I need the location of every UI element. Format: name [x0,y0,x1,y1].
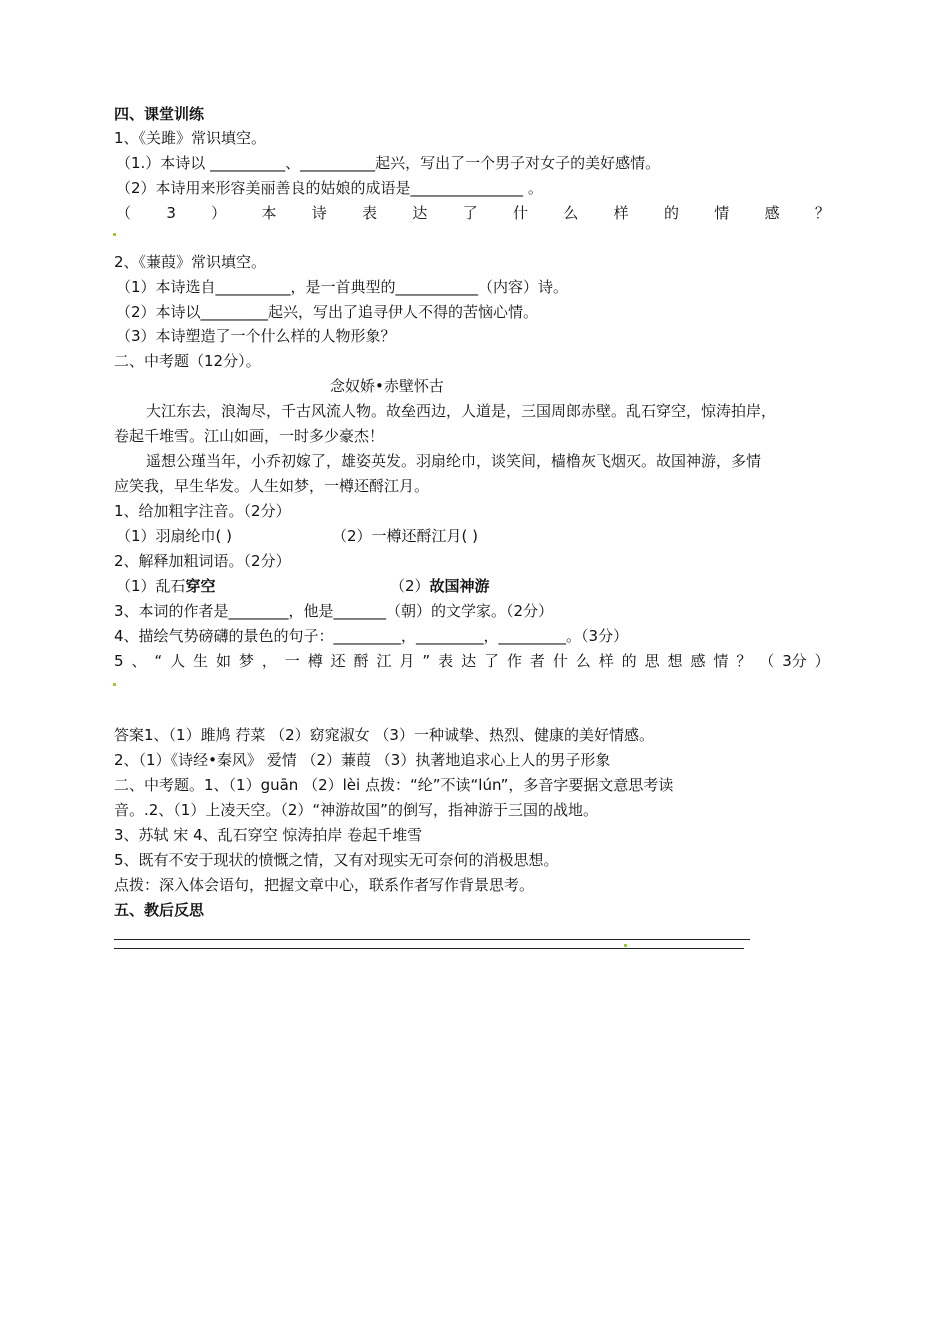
q1-item-3-char: ） [211,204,227,222]
exam-q1-title: 1、给加粗字注音。（2分） [114,502,291,520]
exam-q5-char: 酹 [353,652,369,670]
answer-line: 5、既有不安于现状的愤慨之情，又有对现实无可奈何的消极思想。 [114,851,559,869]
exam-q2-item-2-prefix: （2） [390,577,430,595]
mark-dot [113,233,116,236]
exam-q5-char: ） [814,652,830,670]
answer-line: 2、（1）《诗经•秦风》 爱情 （2）蒹葭 （3）执著地追求心上人的男子形象 [114,751,611,769]
exam-q5-char: 达 [461,652,477,670]
q1-item-1: （1.）本诗以 __________、__________起兴，写出了一个男子对女子的美好感情。 [116,154,661,172]
q2-item-1: （1）本诗选自__________，是一首典型的___________（内容）诗。 [116,278,569,296]
exam-q5-char: 想 [667,652,683,670]
q1-item-3-char: 的 [663,204,679,222]
exam-q5-char: 樽 [307,652,323,670]
exam-q2-item-1-prefix: （1）乱石 [116,577,186,595]
reflection-line [114,948,744,949]
q1-item-3-char: 了 [462,204,478,222]
q1-item-3-char: 情 [714,204,730,222]
exam-q5-char: 、 [131,652,147,670]
q1-item-3-char: 什 [513,204,529,222]
answer-line: 二、中考题。1、（1）guān （2）lèi 点拨：“纶”不读“lún”，多音字要据文意思考读 [114,776,674,794]
exam-q1-item-1: （1）羽扇纶巾( ) [116,527,233,545]
section4-heading: 四、课堂训练 [114,105,205,123]
q1-item-3-char: 3 [166,204,176,222]
exam-q2-title: 2、解释加粗词语。（2分） [114,552,291,570]
exam-q5-char: 人 [170,652,186,670]
q1-title: 1、《关雎》常识填空。 [114,129,267,147]
exam-q5-char: ， [261,652,277,670]
exam-q5-char: 了 [484,652,500,670]
q2-title: 2、《蒹葭》常识填空。 [114,253,267,271]
exam-q2-item-1 [116,576,216,596]
exam-q5-char: 样 [598,652,614,670]
exam-q5-char: 梦 [238,652,254,670]
q1-item-3-char: 表 [362,204,378,222]
q1-item-3-char: ？ [814,204,830,222]
exam-q1-item-2: （2）一樽还酹江月( ) [332,527,479,545]
exam-q5-char: 表 [438,652,454,670]
exam-q5-char: 者 [529,652,545,670]
poem-line: 应笑我，早生华发。人生如梦，一樽还酹江月。 [114,477,430,495]
exam-q2-item-2 [390,576,490,596]
poem-line: 卷起千堆雪。江山如画，一时多少豪杰！ [114,427,385,445]
poem-title: 念奴娇•赤壁怀古 [330,377,444,395]
exam-q5-char: 一 [284,652,300,670]
exam-q2-item-2-bold: 故国神游 [429,577,490,595]
exam-q5-char: 思 [644,652,660,670]
poem-line: 遥想公瑾当年，小乔初嫁了，雄姿英发。羽扇纶巾，谈笑间，樯橹灰飞烟灭。故国神游，多情 [146,452,762,470]
q1-item-3-char: （ [116,204,132,222]
exam-q5 [114,651,830,671]
mark-dot [113,683,116,686]
exam-q5-char: 的 [621,652,637,670]
q1-item-3-char: 感 [764,204,780,222]
exam-q5-char: 什 [552,652,568,670]
exam-q5-char: 3分 [782,652,807,670]
mark-dot [624,944,627,947]
exam-q5-char: 月 [399,652,415,670]
exam-q3: 3、本词的作者是________，他是_______（朝）的文学家。（2分） [114,602,554,620]
q1-item-3-char: 诗 [311,204,327,222]
answer-line: 点拨：深入体会语句，把握文章中心，联系作者写作背景思考。 [114,876,535,894]
exam-q5-char: 江 [376,652,392,670]
exam-q5-char: 情 [713,652,729,670]
exam-q5-char: 作 [506,652,522,670]
q1-item-3 [116,203,830,223]
exam-q5-char: “ [154,652,163,670]
exam-q5-char: 5 [114,652,124,670]
q2-item-2: （2）本诗以_________起兴，写出了追寻伊人不得的苦恼心情。 [116,303,539,321]
q1-item-3-char: 样 [613,204,629,222]
exam-q5-char: 么 [575,652,591,670]
exam-q4: 4、描绘气势磅礴的景色的句子：_________，_________，_________。（3分） [114,627,629,645]
answer-line: 答案1、（1）雎鸠 荇菜 （2）窈窕淑女 （3）一种诚挚、热烈、健康的美好情感。 [114,726,654,744]
reflection-line [114,939,750,940]
q1-item-2: （2）本诗用来形容美丽善良的姑娘的成语是_______________ 。 [116,179,543,197]
q1-item-3-char: 么 [563,204,579,222]
poem-line: 大江东去，浪淘尽，千古风流人物。故垒西边，人道是，三国周郎赤壁。乱石穿空，惊涛拍岸， [146,402,777,420]
exam-heading: 二、中考题（12分）。 [114,352,261,370]
exam-q5-char: 生 [193,652,209,670]
exam-q5-char: 感 [690,652,706,670]
q2-item-3: （3）本诗塑造了一个什么样的人物形象？ [116,327,396,345]
q1-item-3-char: 本 [261,204,277,222]
exam-q5-char: ” [422,652,431,670]
exam-q5-char: （ [759,652,775,670]
answer-line: 3、苏轼 宋 4、乱石穿空 惊涛拍岸 卷起千堆雪 [114,826,423,844]
section5-heading: 五、教后反思 [114,901,205,919]
answer-line: 音。.2、（1）上凌天空。（2）“神游故国”的倒写，指神游于三国的战地。 [114,801,598,819]
exam-q2-item-1-bold: 穿空 [185,577,216,595]
q1-item-3-char: 达 [412,204,428,222]
exam-q5-char: 如 [215,652,231,670]
exam-q5-char: ？ [736,652,752,670]
exam-q5-char: 还 [330,652,346,670]
